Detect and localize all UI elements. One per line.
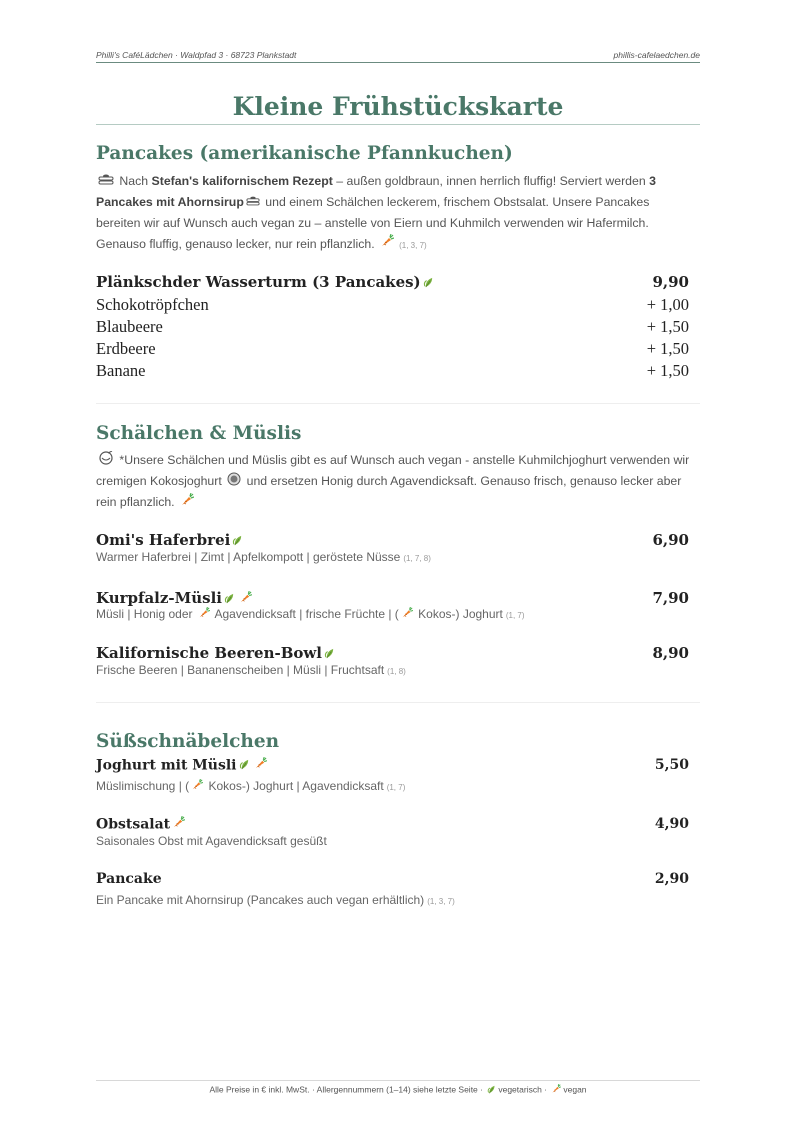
pancakes-intro: Nach Stefan's kalifornischem Rezept – außen goldbraun, innen herrlich fluffig! Serviert werden 3 Pancakes mit Ahornsirup und einem Schälchen leckerem, frischem Obstsalat. Unsere Pancakes bereiten wir auf Wunsch auch vegan zu – anstelle von Eiern und Kuhmilch verwenden wir Hafermilch. Genauso fluffig, genauso lecker, nur rein pflanzlich. (1, 3, 7) <box>96 171 692 256</box>
item-price: 2,90 <box>654 871 689 887</box>
item-description: Ein Pancake mit Ahornsirup (Pancakes auch vegan erhältlich) (1, 3, 7) <box>96 893 455 907</box>
vegetarian-leaf-icon <box>487 1085 496 1096</box>
extra-price: + 1,50 <box>646 339 689 358</box>
item-price: 9,90 <box>652 273 689 291</box>
header-address: Philli's CaféLädchen · Waldpfad 3 · 68723 Plankstadt <box>96 50 297 60</box>
item-price: 5,50 <box>654 757 689 773</box>
page-footer: Alle Preise in € inkl. MwSt. · Allergennummern (1–14) siehe letzte Seite · vegetarisch · vegan <box>96 1080 700 1096</box>
item-name: Kalifornische Beeren-Bowl <box>96 644 323 662</box>
menu-item <box>96 871 689 893</box>
vegan-carrot-icon <box>551 1084 561 1096</box>
vegetarian-leaf-icon <box>324 645 335 663</box>
extra-item <box>96 339 689 361</box>
vegetarian-leaf-icon <box>423 274 434 292</box>
pancake-stack-icon <box>246 193 260 214</box>
allergen-numbers: (1, 8) <box>387 667 406 676</box>
section-divider <box>96 702 700 703</box>
allergen-numbers: (1, 3, 7) <box>427 897 455 906</box>
item-name: Obstsalat <box>96 816 171 833</box>
item-description: Müslimischung | ( Kokos-) Joghurt | Agavendicksaft (1, 7) <box>96 779 406 793</box>
section-heading-bowls: Schälchen & Müslis <box>96 423 302 444</box>
vegan-carrot-icon <box>239 590 252 608</box>
item-price: 7,90 <box>652 589 689 607</box>
item-name: Joghurt mit Müsli <box>96 757 237 774</box>
section-heading-pancakes: Pancakes (amerikanische Pfannkuchen) <box>96 143 513 164</box>
extra-name: Erdbeere <box>96 339 156 358</box>
extra-price: + 1,00 <box>646 295 689 314</box>
extra-item <box>96 317 689 339</box>
item-price: 4,90 <box>654 816 689 832</box>
coconut-icon <box>227 472 241 493</box>
allergen-numbers: (1, 7) <box>386 783 406 792</box>
vegetarian-leaf-icon <box>239 758 250 774</box>
vegetarian-leaf-icon <box>232 532 243 550</box>
item-name: Omi's Haferbrei <box>96 531 231 549</box>
title-divider <box>96 124 700 125</box>
item-description: Warmer Haferbrei | Zimt | Apfelkompott | geröstete Nüsse (1, 7, 8) <box>96 550 431 564</box>
allergen-numbers: (1, 3, 7) <box>399 240 427 250</box>
vegetarian-leaf-icon <box>224 590 235 608</box>
item-name: Pancake <box>96 871 162 887</box>
vegan-carrot-icon <box>172 816 185 833</box>
extra-item <box>96 295 689 317</box>
extra-price: + 1,50 <box>646 361 689 380</box>
vegan-carrot-icon <box>180 493 194 514</box>
item-price: 8,90 <box>652 644 689 662</box>
extra-name: Schokotröpfchen <box>96 295 209 314</box>
extra-price: + 1,50 <box>646 317 689 336</box>
bowl-icon <box>98 451 114 472</box>
menu-item <box>96 757 689 779</box>
page-title: Kleine Frühstückskarte <box>232 92 564 121</box>
vegan-carrot-icon <box>401 607 413 622</box>
item-name: Plänkschder Wasserturm (3 Pancakes) <box>96 273 421 291</box>
extra-name: Blaubeere <box>96 317 163 336</box>
item-description: Saisonales Obst mit Agavendicksaft gesüßt <box>96 834 327 848</box>
header-website: phillis-cafelaedchen.de <box>613 50 700 60</box>
bowls-intro: *Unsere Schälchen und Müslis gibt es auf Wunsch auch vegan - anstelle Kuhmilchjoghurt verwenden wir cremigen Kokosjoghurt und ersetzen Honig durch Agavendicksaft. Genauso frisch, genauso lecker aber rein pflanzlich. <box>96 450 692 513</box>
vegan-carrot-icon <box>198 607 210 622</box>
page-header <box>96 46 700 63</box>
vegan-carrot-icon <box>380 234 394 255</box>
allergen-numbers: (1, 7) <box>505 611 525 620</box>
section-divider <box>96 403 700 404</box>
extra-item <box>96 361 689 383</box>
section-heading-sweet: Süßschnäbelchen <box>96 731 280 752</box>
vegan-carrot-icon <box>254 757 267 774</box>
menu-item-main <box>96 273 689 295</box>
allergen-numbers: (1, 7, 8) <box>403 554 431 563</box>
extra-name: Banane <box>96 361 146 380</box>
item-description: Frische Beeren | Bananenscheiben | Müsli | Fruchtsaft (1, 8) <box>96 663 406 677</box>
pancake-stack-icon <box>98 172 114 193</box>
item-name: Kurpfalz-Müsli <box>96 589 222 607</box>
item-price: 6,90 <box>652 531 689 549</box>
vegan-carrot-icon <box>191 779 203 794</box>
item-description: Müsli | Honig oder Agavendicksaft | frische Früchte | ( Kokos-) Joghurt (1, 7) <box>96 607 525 621</box>
